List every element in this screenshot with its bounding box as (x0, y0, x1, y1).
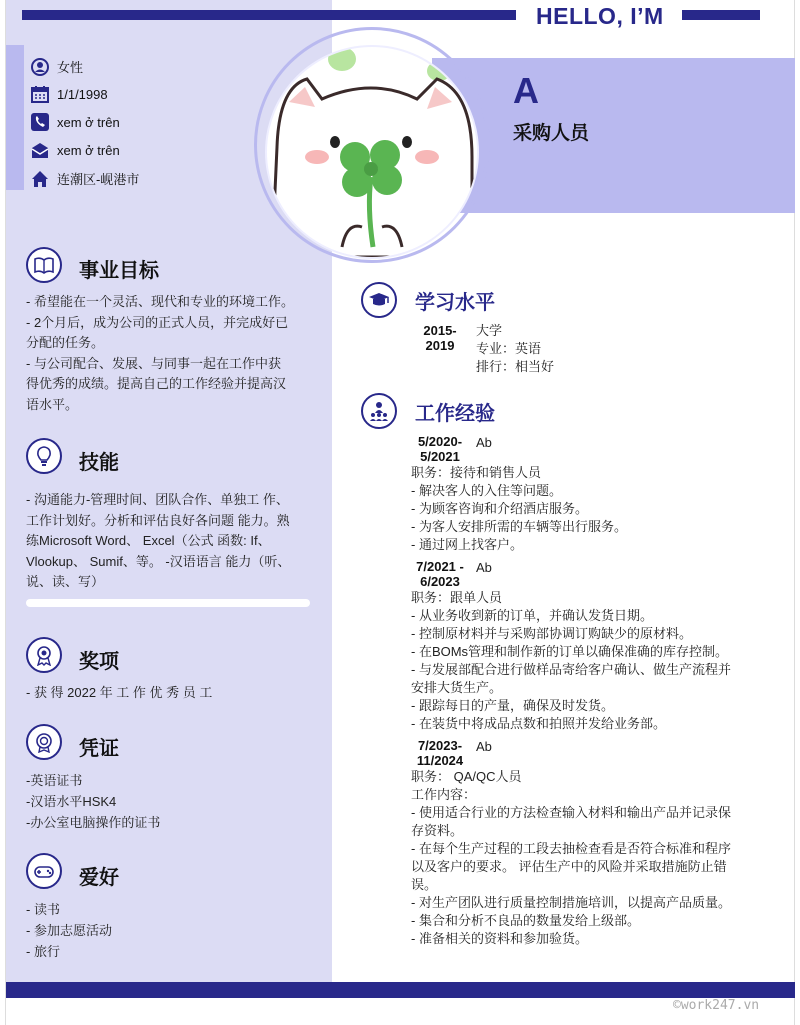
experience-icon-badge (361, 393, 397, 429)
job-line: - 与发展部配合进行做样品寄给客户确认、做生产流程并 (411, 662, 731, 677)
book-icon (33, 254, 55, 276)
job-dates (412, 434, 468, 464)
contact-address (31, 169, 139, 188)
hobby-line: - 旅行 (26, 944, 60, 959)
education-date-end: 2019 (425, 338, 455, 353)
user-icon (31, 58, 49, 76)
job-date-end: 5/2021 (420, 449, 460, 464)
skills-line: 工作计划好。分析和评估良好各问题 能力。熟 (26, 512, 290, 528)
contact-phone (31, 113, 120, 131)
watermark: ©work247.vn (673, 998, 760, 1013)
job-line: - 从业务收到新的订单，并确认发货日期。 (411, 608, 653, 623)
job-title: 采购人员 (513, 123, 590, 144)
job-line: - 对生产团队进行质量控制措施培训，以提高产品质量。 (411, 895, 731, 910)
envelope-icon (31, 141, 49, 159)
contact-email (31, 141, 120, 159)
certificate-line: -汉语水平HSK4 (26, 794, 117, 809)
awards-title: 奖项 (79, 651, 119, 673)
job-line: 存资料。 (411, 823, 464, 838)
job-line: - 在BOMs管理和制作新的订单以确保准确的库存控制。 (411, 644, 729, 659)
certificates-text (26, 770, 316, 833)
hobbies-title: 爱好 (79, 867, 119, 889)
certificate-line: -英语证书 (26, 773, 83, 788)
certificate-line: -办公室电脑操作的证书 (26, 815, 161, 830)
job-date-end: 6/2023 (420, 574, 460, 589)
job-company: Ab (476, 560, 492, 575)
education-title: 学习水平 (415, 292, 495, 314)
career-goal-line: 语水平。 (26, 396, 79, 412)
gamepad-icon (33, 860, 55, 882)
experience-title: 工作经验 (415, 403, 495, 425)
awards-line: - 获 得 2022 年 工 作 优 秀 员 工 (26, 685, 213, 700)
job-line: 职务：接待和销售人员 (411, 465, 542, 480)
education-line: 专业：英语 (476, 341, 542, 356)
career-goal-title: 事业目标 (79, 260, 159, 282)
job-line: - 跟踪每日的产量，确保及时发货。 (411, 698, 614, 713)
job-details (411, 768, 736, 948)
career-goal-line: - 希望能在一个灵活、现代和专业的环境工作。 (26, 294, 294, 309)
certificates-title: 凭证 (79, 738, 119, 760)
job-line: - 解决客人的入住等问题。 (411, 483, 562, 498)
job-date-start: 7/2023- (417, 738, 463, 753)
career-goal-line: 得优秀的成绩。提高自己的工作经验并提高汉 (26, 376, 287, 391)
career-goal-line: - 与公司配合、发展、与同事一起在工作中获 (26, 355, 281, 371)
education-date-start: 2015- (423, 323, 457, 338)
job-line: - 在每个生产过程的工段去抽检查看是否符合标准和程序 (411, 841, 731, 856)
gender-value: 女性 (57, 60, 84, 75)
career-goal-line: - 2个月后，成为公司的正式人员，并完成好已 (26, 314, 289, 330)
header-line-right (682, 10, 760, 20)
skills-icon-badge (26, 438, 62, 474)
career-goal-text (26, 292, 316, 415)
job-date-end: 11/2024 (416, 753, 464, 768)
skills-line: 练Microsoft Word、 Excel（公式 函数: If、 (26, 533, 271, 548)
job-details (411, 464, 736, 554)
education-line: 大学 (476, 323, 503, 338)
skills-title: 技能 (79, 452, 119, 474)
hobbies-icon-badge (26, 853, 62, 889)
job-line: - 通过网上找客户。 (411, 537, 523, 552)
job-dates (412, 559, 468, 589)
contact-gender (31, 57, 83, 76)
hobbies-text (26, 899, 316, 962)
job-details (411, 589, 736, 733)
phone-value: xem ở trên (57, 114, 120, 130)
job-line: 安排大货生产。 (411, 680, 503, 695)
job-line: - 在装货中将成品点数和拍照并发给业务部。 (411, 716, 666, 731)
header-line-left (22, 10, 516, 20)
awards-icon-badge (26, 637, 62, 673)
job-line: 职务： QA/QC人员 (411, 769, 522, 784)
certificates-icon-badge (26, 724, 62, 760)
awards-text (26, 683, 316, 704)
job-company: Ab (476, 739, 492, 754)
lightbulb-icon (33, 445, 55, 467)
hello-heading: HELLO, I’M (536, 3, 664, 29)
birthday-value: 1/1/1998 (57, 86, 108, 102)
job-date-start: 7/2021 - (416, 559, 464, 574)
skill-bar (26, 599, 310, 607)
phone-icon (31, 113, 49, 131)
contact-birthday (31, 85, 108, 103)
job-line: - 控制原材料并与采购部协调订购缺少的原材料。 (411, 626, 692, 641)
career-goal-icon-badge (26, 247, 62, 283)
job-line: - 使用适合行业的方法检查输入材料和输出产品并记录保 (411, 805, 731, 820)
cat-clover-illustration (267, 47, 477, 257)
address-value: 连潮区-岘港市 (57, 172, 140, 187)
contact-accent-bar (6, 45, 24, 190)
job-line: - 准备相关的资料和参加验货。 (411, 931, 588, 946)
job-company: Ab (476, 435, 492, 450)
graduation-cap-icon (368, 289, 390, 311)
certificate-icon (33, 731, 55, 753)
job-line: 工作内容： (411, 787, 477, 802)
career-goal-line: 分配的任务。 (26, 335, 105, 350)
education-details (476, 322, 554, 376)
candidate-name: A (513, 70, 539, 111)
job-line: 以及客户的要求。 评估生产中的风险并采取措施防止错 (411, 859, 727, 874)
job-line: 职务：跟单人员 (411, 590, 503, 605)
calendar-icon (31, 85, 49, 103)
education-icon-badge (361, 282, 397, 318)
job-line: - 为顾客咨询和介绍酒店服务。 (411, 501, 588, 516)
education-dates (416, 323, 464, 353)
skills-line: - 沟通能力-管理时间、团队合作、单独工 作、 (26, 492, 289, 507)
skills-line: 说、读、写） (26, 574, 105, 589)
skills-line: Vlookup、 Sumif、等。 -汉语语言 能力（听、 (26, 553, 291, 569)
job-line: - 集合和分析不良品的数量发给上级部。 (411, 913, 640, 928)
hobby-line: - 参加志愿活动 (26, 923, 112, 938)
job-dates (412, 738, 468, 768)
education-line: 排行：相当好 (476, 359, 555, 374)
job-date-start: 5/2020- (417, 434, 463, 449)
footer-bar (6, 982, 795, 998)
team-icon (368, 400, 390, 422)
hobby-line: - 读书 (26, 902, 60, 917)
job-line: - 为客人安排所需的车辆等出行服务。 (411, 519, 627, 534)
medal-icon (33, 644, 55, 666)
avatar (267, 47, 477, 257)
job-line: 误。 (411, 877, 438, 892)
email-value: xem ở trên (57, 142, 120, 158)
skills-text (26, 490, 316, 593)
home-icon (31, 170, 49, 188)
